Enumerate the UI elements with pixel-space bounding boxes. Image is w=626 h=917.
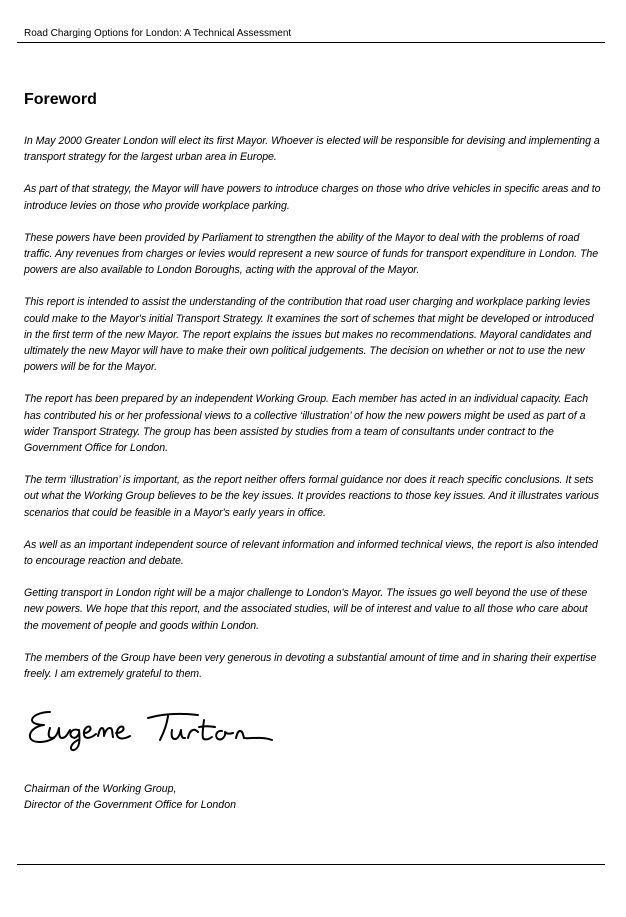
signoff-block (24, 781, 236, 813)
running-header: Road Charging Options for London: A Technical Assessment (24, 28, 292, 39)
paragraph-1: In May 2000 Greater London will elect its first Mayor. Whoever is elected will be responsible for devising and implementing a transport strategy for the largest urban area in Europe. (24, 135, 600, 164)
handwritten-signature (26, 706, 276, 752)
signoff-office: Director of the Government Office for London (24, 799, 236, 811)
paragraph-6: The term ‘illustration’ is important, as the report neither offers formal guidance nor does it reach specific conclusions. It sets out what the Working Group believes to be the key issues. It provides reactions to those key issues. And it illustrates various scenarios that could be feasible in a Mayor's early years in office. (24, 474, 600, 519)
paragraph-4: This report is intended to assist the understanding of the contribution that road user charging and workplace parking levies could make to the Mayor's initial Transport Strategy. It examines the sort of schemes that might be developed or introduced in the first term of the new Mayor. The report explains the issues but makes no recommendations. Mayoral candidates and ultimately the new Mayor will have to make their own political judgements. The decision on whether or not to use the new powers will be for the Mayor. (24, 296, 594, 374)
foreword-body (24, 133, 602, 698)
page-title: Foreword (24, 91, 97, 108)
paragraph-7: As well as an important independent source of relevant information and informed technical views, the report is also intended to encourage reaction and debate. (24, 538, 598, 568)
footer-rule (17, 864, 605, 865)
paragraph-8: Getting transport in London right will be a major challenge to London's Mayor. The issues go well beyond the use of these new powers. We hope that this report, and the associated studies, will be of interest and value to all those who care about the movement of people and goods within London. (24, 587, 588, 632)
header-rule (17, 42, 605, 43)
paragraph-5: The report has been prepared by an independent Working Group. Each member has acted in an individual capacity. Each has contributed his or her professional views to a collective ‘illustration’ of how the new powers might be used as part of a wider Transport Strategy. The group has been assisted by studies from a team of consultants under contract to the Government Office for London. (24, 393, 589, 455)
signature-drawing (26, 706, 276, 752)
paragraph-3: These powers have been provided by Parliament to strengthen the ability of the Mayor to deal with the problems of road traffic. Any revenues from charges or levies would represent a new source of funds for transport expenditure in London. The powers are also available to London Boroughs, acting with the approval of the Mayor. (24, 231, 599, 277)
paragraph-2: As part of that strategy, the Mayor will have powers to introduce charges on those who drive vehicles in specific areas and to introduce levies on those who provide workplace parking. (24, 183, 601, 212)
paragraph-9: The members of the Group have been very generous in devoting a substantial amount of time and in sharing their expertise freely. I am extremely grateful to them. (24, 651, 597, 681)
signoff-role: Chairman of the Working Group, (24, 783, 177, 795)
